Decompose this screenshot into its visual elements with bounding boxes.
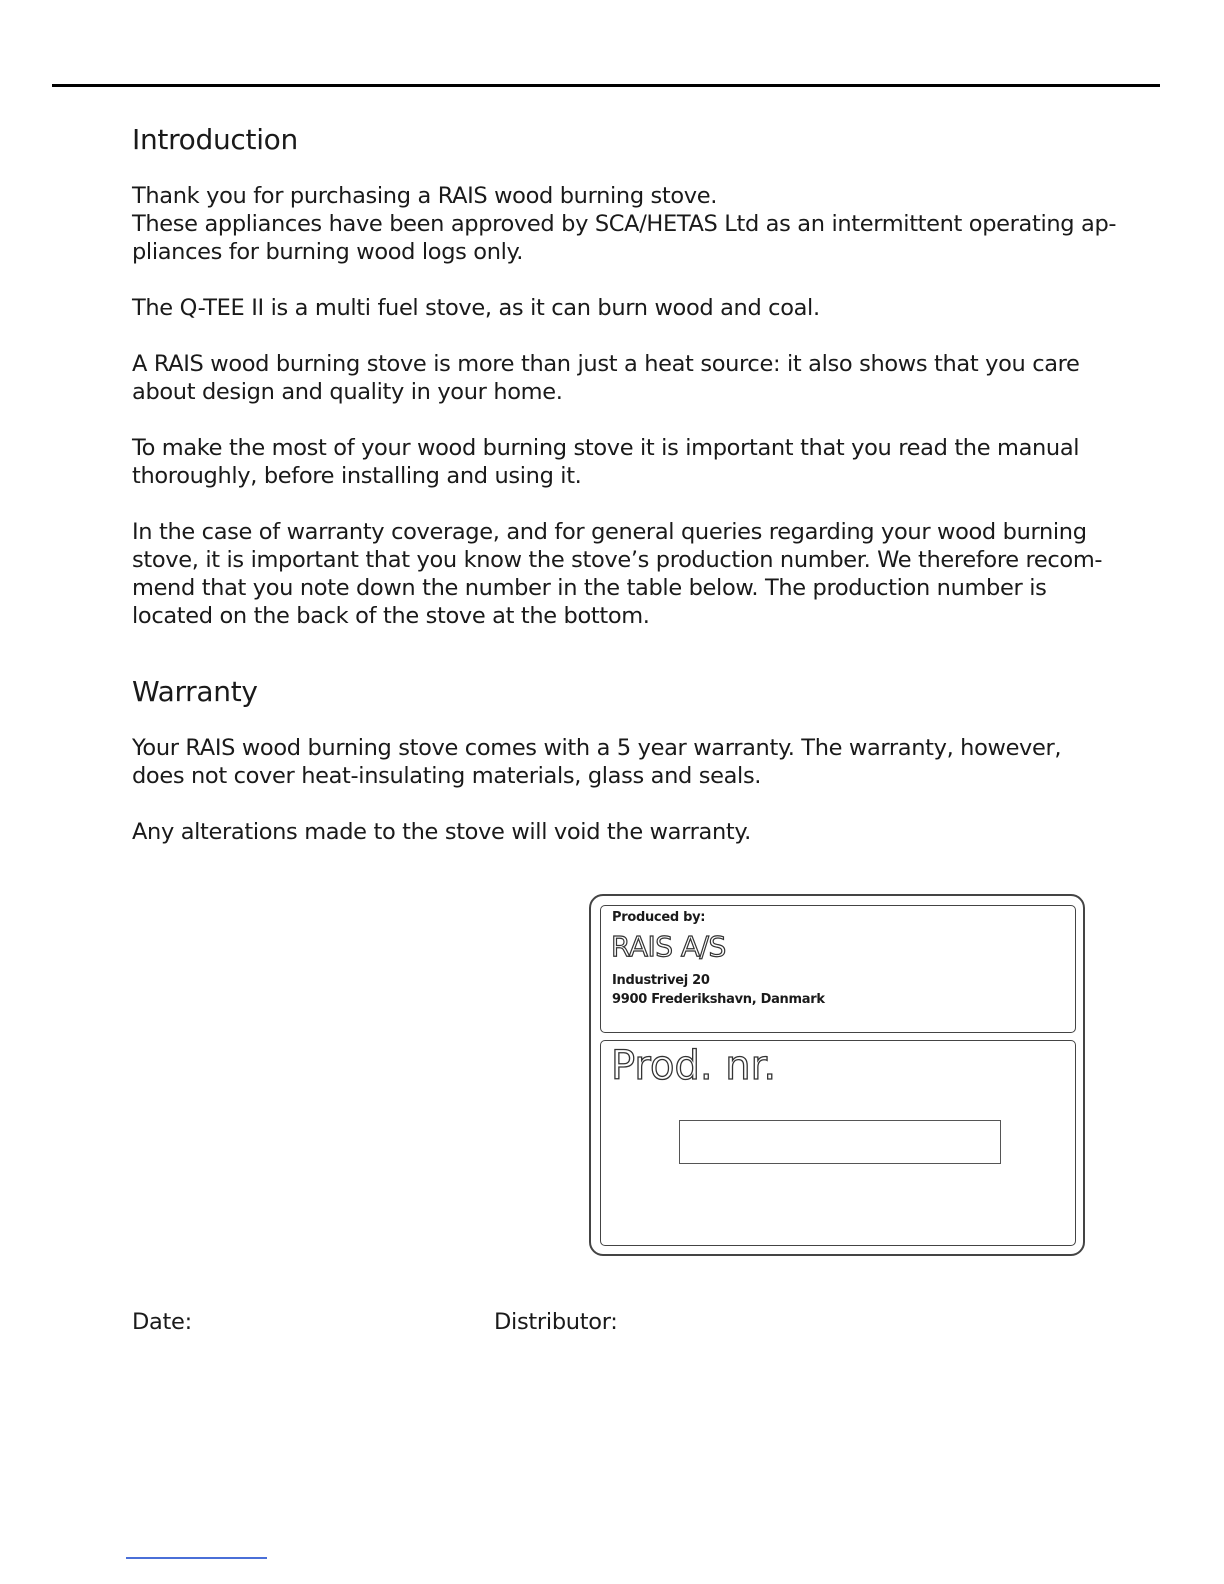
warranty-paragraph-2 <box>132 818 1112 846</box>
manufacturer-panel <box>600 905 1076 1033</box>
prod-nr-label: Prod. nr. <box>611 1043 777 1089</box>
date-label: Date: <box>132 1309 192 1335</box>
intro-p3-line: about design and quality in your home. <box>132 379 563 405</box>
prod-nr-write-box[interactable] <box>679 1120 1001 1164</box>
introduction-heading: Introduction <box>132 123 298 156</box>
intro-p4-line: thoroughly, before installing and using it. <box>132 463 582 489</box>
produced-by-label: Produced by: <box>612 910 706 925</box>
address-line-1: Industrivej 20 <box>612 973 710 988</box>
distributor-label: Distributor: <box>494 1309 618 1335</box>
intro-p1-line: Thank you for purchasing a RAIS wood burning stove. <box>132 183 718 209</box>
warranty-paragraph-1 <box>132 734 1112 790</box>
warranty-p1-line: Your RAIS wood burning stove comes with a 5 year warranty. The warranty, however, <box>132 735 1062 761</box>
intro-paragraph-5 <box>132 518 1112 630</box>
production-label-plate <box>589 894 1085 1256</box>
intro-p5-line: mend that you note down the number in the table below. The production number is <box>132 575 1047 601</box>
intro-p5-line: located on the back of the stove at the bottom. <box>132 603 650 629</box>
intro-p1-line: These appliances have been approved by SCA/HETAS Ltd as an intermittent operating ap- <box>132 211 1117 237</box>
intro-p2-line: The Q-TEE II is a multi fuel stove, as it can burn wood and coal. <box>132 295 820 321</box>
intro-p5-line: stove, it is important that you know the stove’s production number. We therefore recom- <box>132 547 1103 573</box>
intro-p1-line: pliances for burning wood logs only. <box>132 239 524 265</box>
intro-paragraph-4 <box>132 434 1112 490</box>
intro-p3-line: A RAIS wood burning stove is more than just a heat source: it also shows that you care <box>132 351 1080 377</box>
main-content <box>132 120 1117 846</box>
address-line-2: 9900 Frederikshavn, Danmark <box>612 992 825 1007</box>
warranty-p2-line: Any alterations made to the stove will void the warranty. <box>132 819 751 845</box>
intro-paragraph-2 <box>132 294 1112 322</box>
production-number-panel <box>600 1040 1076 1246</box>
intro-p4-line: To make the most of your wood burning stove it is important that you read the manual <box>132 435 1080 461</box>
intro-paragraph-3 <box>132 350 1112 406</box>
manufacturer-name: RAIS A/S <box>611 930 726 963</box>
warranty-heading: Warranty <box>132 675 258 708</box>
bottom-accent-line <box>126 1557 267 1559</box>
warranty-p1-line: does not cover heat-insulating materials, glass and seals. <box>132 763 762 789</box>
top-divider <box>52 84 1160 87</box>
intro-p5-line: In the case of warranty coverage, and for general queries regarding your wood burning <box>132 519 1087 545</box>
intro-paragraph-1 <box>132 182 1117 266</box>
